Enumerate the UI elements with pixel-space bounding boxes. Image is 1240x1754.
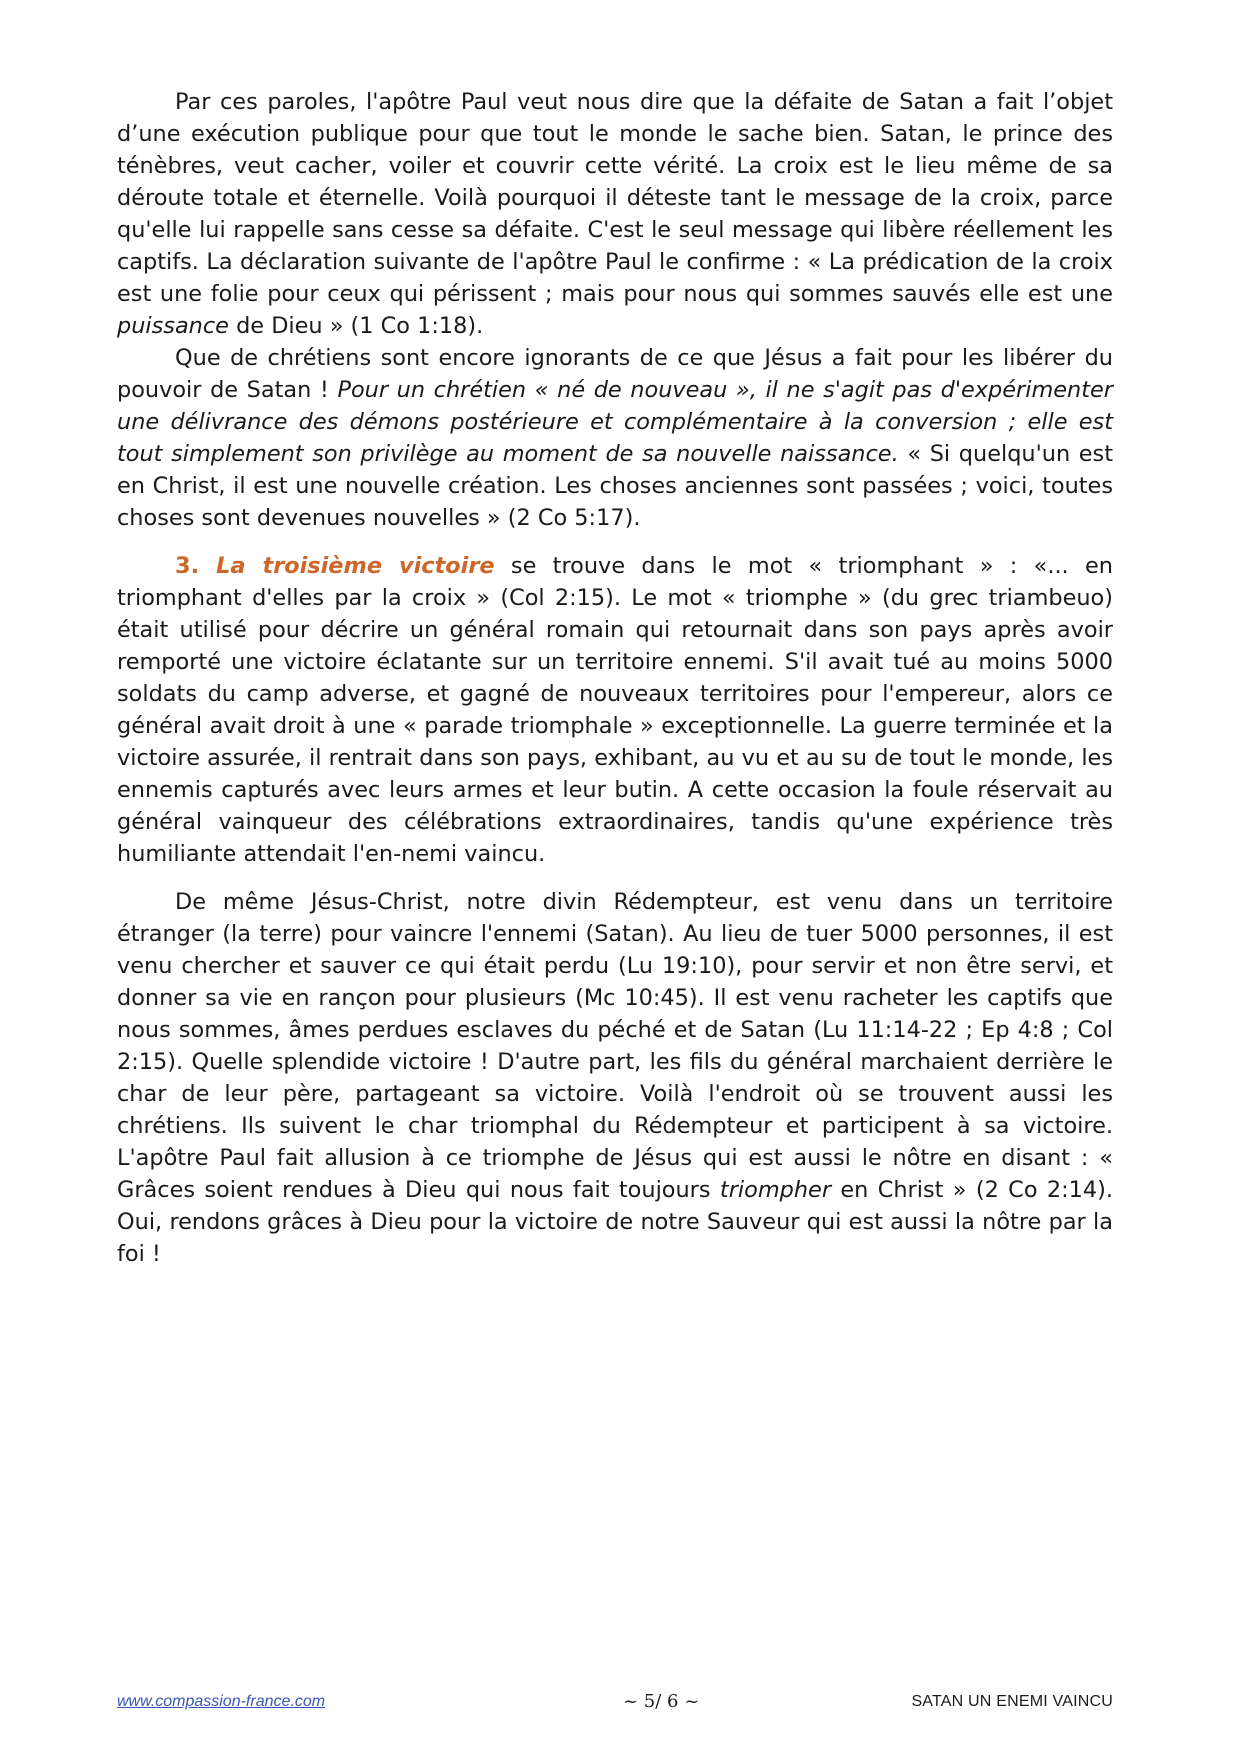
text-run: Par ces paroles, l'apôtre Paul veut nous dire que la défaite de Satan a fait l’objet d’une exécution publique pour que tout le monde le sache bien. Satan, le prince des ténèbres, veut cacher, voiler et couvrir cette vérité. La croix est le lieu même de sa déroute totale et éternelle. Voilà pourquoi il déteste tant le message de la croix, parce qu'elle lui rappelle sans cesse sa défaite. C'est le seul message qui libère réellement les captifs. La déclaration suivante de l'apôtre Paul le confirme : « La prédication de la croix est une folie pour ceux qui périssent ; mais pour nous qui sommes sauvés elle est une: [117, 89, 1113, 307]
document-body: [117, 86, 1113, 1270]
page-number: ~ 5/ 6 ~: [623, 1691, 700, 1712]
website-link[interactable]: www.compassion-france.com: [117, 1693, 326, 1710]
paragraph-defeat-public-execution: [117, 86, 1113, 342]
text-run: Que de chrétiens sont encore ignorants de ce que Jésus a fait pour les libérer du pouvoir de Satan !: [117, 345, 1113, 403]
document-title: SATAN UN ENEMI VAINCU: [911, 1693, 1113, 1710]
italic-text-run: Pour un chrétien « né de nouveau », il ne s'agit pas d'expérimenter une délivrance des démons postérieure et complémentaire à la conversion ; elle est tout simplement son privilège au moment de sa nouvelle naissance.: [117, 377, 1113, 467]
italic-text-run: triompher: [719, 1177, 832, 1203]
text-run: De même Jésus-Christ, notre divin Rédempteur, est venu dans un territoire étranger (la terre) pour vaincre l'ennemi (Satan). Au lieu de tuer 5000 personnes, il est venu chercher et sauver ce qui était perdu (Lu 19:10), pour servir et non être servi, et donner sa vie en rançon pour plusieurs (Mc 10:45). Il est venu racheter les captifs que nous sommes, âmes perdues esclaves du péché et de Satan (Lu 11:14-22 ; Ep 4:8 ; Col 2:15). Quelle splendide victoire ! D'autre part, les fils du général marchaient derrière le char de leur père, partageant sa victoire. Voilà l'endroit où se trouvent aussi les chrétiens. Ils suivent le char triomphal du Rédempteur et participent à sa victoire. L'apôtre Paul fait allusion à ce triomphe de Jésus qui est aussi le nôtre en disant : « Grâces soient rendues à Dieu qui nous fait toujours: [117, 889, 1113, 1203]
text-run: « Si quelqu'un est en Christ, il est une nouvelle création. Les choses anciennes sont passées ; voici, toutes choses sont devenues nouvelles » (2 Co 5:17).: [117, 441, 1114, 531]
text-run: de Dieu » (1 Co 1:18).: [228, 313, 484, 339]
section-number: 3.: [175, 553, 217, 579]
paragraph-third-victory: [117, 550, 1113, 870]
section-heading: La troisième victoire: [216, 553, 495, 579]
page-footer: [117, 1691, 1113, 1717]
italic-text-run: puissance: [117, 313, 229, 339]
paragraph-jesus-christ-redeemer: [117, 886, 1113, 1270]
text-run: en Christ » (2 Co 2:14). Oui, rendons grâces à Dieu pour la victoire de notre Sauveur qui est aussi la nôtre par la foi !: [117, 1177, 1114, 1267]
paragraph-christians-ignorant: [117, 342, 1113, 534]
text-run: se trouve dans le mot « triomphant » : «... en triomphant d'elles par la croix » (Col 2:15). Le mot « triomphe » (du grec triambeuo) était utilisé pour décrire un général romain qui retournait dans son pays après avoir remporté une victoire éclatante sur un territoire ennemi. S'il avait tué au moins 5000 soldats du camp adverse, et gagné de nouveaux territoires pour l'empereur, alors ce général avait droit à une « parade triomphale » exceptionnelle. La guerre terminée et la victoire assurée, il rentrait dans son pays, exhibant, au vu et au su de tout le monde, les ennemis capturés avec leurs armes et leur butin. A cette occasion la foule réservait au général vainqueur des célébrations extraordinaires, tandis qu'une expérience très humiliante attendait l'en-nemi vaincu.: [117, 553, 1113, 867]
